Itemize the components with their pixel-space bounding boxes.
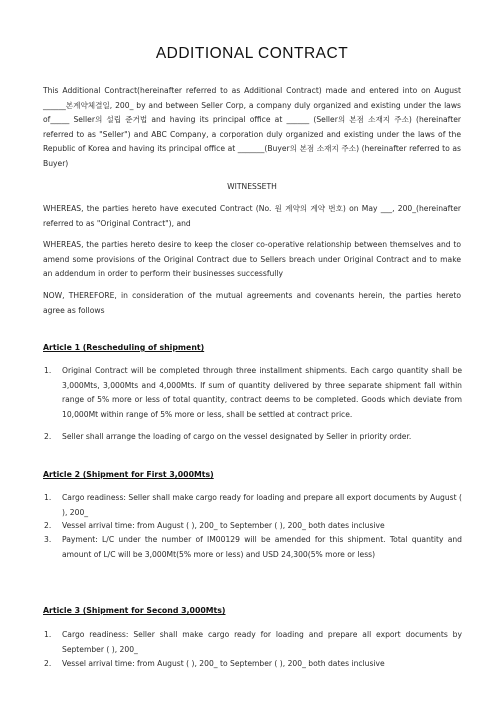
list-item-text: Cargo readiness: Seller shall make cargo ready for loading and prepare all export documents by September ( ), 200_ <box>62 630 462 654</box>
list-item <box>44 657 462 672</box>
list-item-text: Original Contract will be completed through three installment shipments. Each cargo quantity shall be 3,000Mts, 3,000Mts and 4,000Mts. If sum of quantity delivered by three separate shipment fall within range of 5% more or less of total quantity, contract deems to be completed. Goods which deviate from 10,000Mt within range of 5% more or less, shall be settled at contract price. <box>62 366 462 419</box>
list-item-number: 1. <box>44 366 52 375</box>
whereas-paragraph-2: WHEREAS, the parties hereto desire to keep the closer co-operative relationship between themselves and to amend some provisions of the Original Contract due to Sellers breach under Original Contract and to make an addendum in order to perform their businesses successfully <box>43 240 461 278</box>
whereas-paragraph-1: WHEREAS, the parties hereto have executed Contract (No. 원 계약의 계약 번호) on May ___, 200_(hereinafter referred to as "Original Contract"), and <box>43 204 461 228</box>
article-1-heading: Article 1 (Rescheduling of shipment) <box>43 343 205 352</box>
list-item-number: 3. <box>44 535 52 544</box>
list-item-text: Payment: L/C under the number of IM00129 will be amended for this shipment. Total quantity and amount of L/C will be 3,000Mt(5% more or less) and USD 24,300(5% more or less) <box>62 535 462 559</box>
list-item-number: 2. <box>44 432 52 441</box>
article-3-heading: Article 3 (Shipment for Second 3,000Mts) <box>43 606 226 615</box>
list-item <box>44 491 462 520</box>
witnesseth-heading: WITNESSETH <box>227 182 277 191</box>
list-item-text: Seller shall arrange the loading of cargo on the vessel designated by Seller in priority order. <box>62 432 412 441</box>
list-item <box>44 533 462 562</box>
list-item <box>44 519 462 534</box>
article-2-heading: Article 2 (Shipment for First 3,000Mts) <box>43 470 214 479</box>
document-title: ADDITIONAL CONTRACT <box>155 45 349 62</box>
list-item-text: Vessel arrival time: from August ( ), 200_ to September ( ), 200_ both dates inclusive <box>62 659 385 668</box>
intro-paragraph: This Additional Contract(hereinafter referred to as Additional Contract) made and entered into on August ______본계약체결일, 200_ by and between Seller Corp, a company duly organized and existing under the laws of_____ Seller의 설립 준거법 and having its principal office at ______ (Seller의 본점 소재지 주소) (hereinafter referred to as "Seller") and ABC Company, a corporation duly organized and existing under the laws of the Republic of Korea and having its principal office at _______(Buyer의 본점 소재지 주소) (hereinafter referred to as Buyer) <box>43 86 461 168</box>
list-item-number: 2. <box>44 659 52 668</box>
now-therefore-paragraph: NOW, THEREFORE, in consideration of the mutual agreements and covenants herein, the parties hereto agree as follows <box>43 291 461 315</box>
list-item-text: Vessel arrival time: from August ( ), 200_ to September ( ), 200_ both dates inclusive <box>62 521 385 530</box>
list-item-number: 2. <box>44 521 52 530</box>
list-item-text: Cargo readiness: Seller shall make cargo ready for loading and prepare all export documents by August ( ), 200_ <box>62 493 462 517</box>
list-item <box>44 628 462 657</box>
list-item <box>44 430 462 445</box>
list-item-number: 1. <box>44 493 52 502</box>
list-item-number: 1. <box>44 630 52 639</box>
list-item <box>44 364 462 422</box>
